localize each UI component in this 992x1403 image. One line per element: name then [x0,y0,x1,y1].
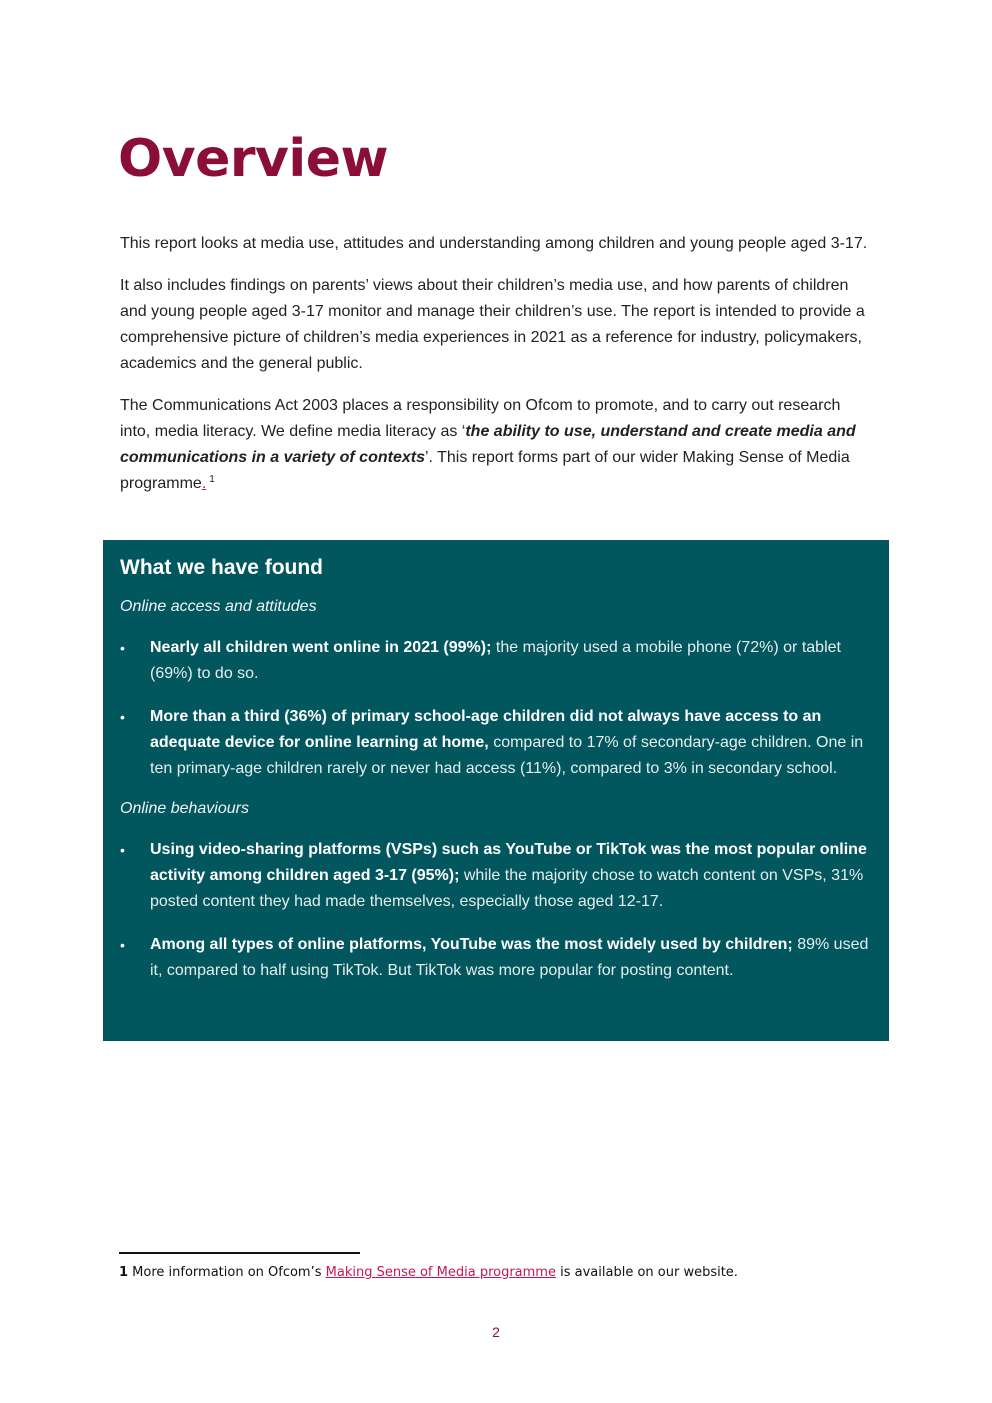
finding-detail: the majority used a mobile phone (72%) or tablet (69%) to do so. [150,639,841,682]
finding-highlight: More than a third (36%) of primary school-age children did not always have access to an adequate device for online learning at home, [150,708,822,751]
intro-paragraph-3 [120,393,872,497]
intro-paragraph-1: This report looks at media use, attitudes and understanding among children and young people aged 3-17. [120,235,868,252]
intro-section [120,231,872,497]
behaviour-bullets [120,837,871,984]
list-item [120,635,871,687]
bullet-icon: • [120,937,125,953]
list-item [120,837,871,915]
footnote-anchor-link[interactable]: . [201,475,207,492]
bullet-icon: • [120,709,125,725]
media-literacy-definition: the ability to use, understand and create media and communications in a variety of contexts [120,423,856,466]
finding-highlight: Nearly all children went online in 2021 (99%); [150,639,492,656]
list-item [120,932,871,984]
making-sense-of-media-link[interactable]: Making Sense of Media programme [325,1265,556,1280]
intro-paragraph-2: It also includes findings on parents’ views about their children’s media use, and how parents of children and young people aged 3-17 monitor and manage their children’s use. The report is intended to provide a comprehensive picture of children’s media experiences in 2021 as a reference for industry, policymakers, academics and the general public. [120,277,865,372]
footnote-text-before: More information on Ofcom’s [128,1265,326,1280]
footnote-divider [119,1252,360,1254]
footnote [119,1263,738,1283]
section-label-access: Online access and attitudes [120,598,317,615]
finding-detail: compared to 17% of secondary-age children. One in ten primary-age children rarely or never had access (11%), compared to 3% in secondary school. [150,734,864,777]
page-number: 2 [492,1324,500,1340]
access-bullets [120,635,871,782]
intro-p3-text-a: The Communications Act 2003 places a responsibility on Ofcom to promote, and to carry out research into, media literacy. We define media literacy as ‘ [120,397,841,440]
section-label-behaviours: Online behaviours [120,800,249,817]
finding-highlight: Using video-sharing platforms (VSPs) such as YouTube or TikTok was the most popular online activity among children aged 3-17 (95%); [150,841,867,884]
list-item [120,704,871,782]
finding-detail: 89% used it, compared to half using TikTok. But TikTok was more popular for posting content. [150,936,869,979]
footnote-number: 1 [119,1265,129,1280]
finding-detail: while the majority chose to watch content on VSPs, 31% posted content they had made themselves, especially those aged 12-17. [150,867,864,910]
findings-title: What we have found [120,556,324,579]
finding-highlight: Among all types of online platforms, YouTube was the most widely used by children; [150,936,793,953]
bullet-icon: • [120,640,125,656]
page-title: Overview [118,129,389,189]
footnote-ref-1: 1 [209,473,215,485]
intro-p3-text-b: ’. This report forms part of our wider Making Sense of Media programme [120,449,850,492]
bullet-icon: • [120,842,125,858]
footnote-text-after: is available on our website. [555,1265,738,1280]
findings-box [103,540,889,1041]
